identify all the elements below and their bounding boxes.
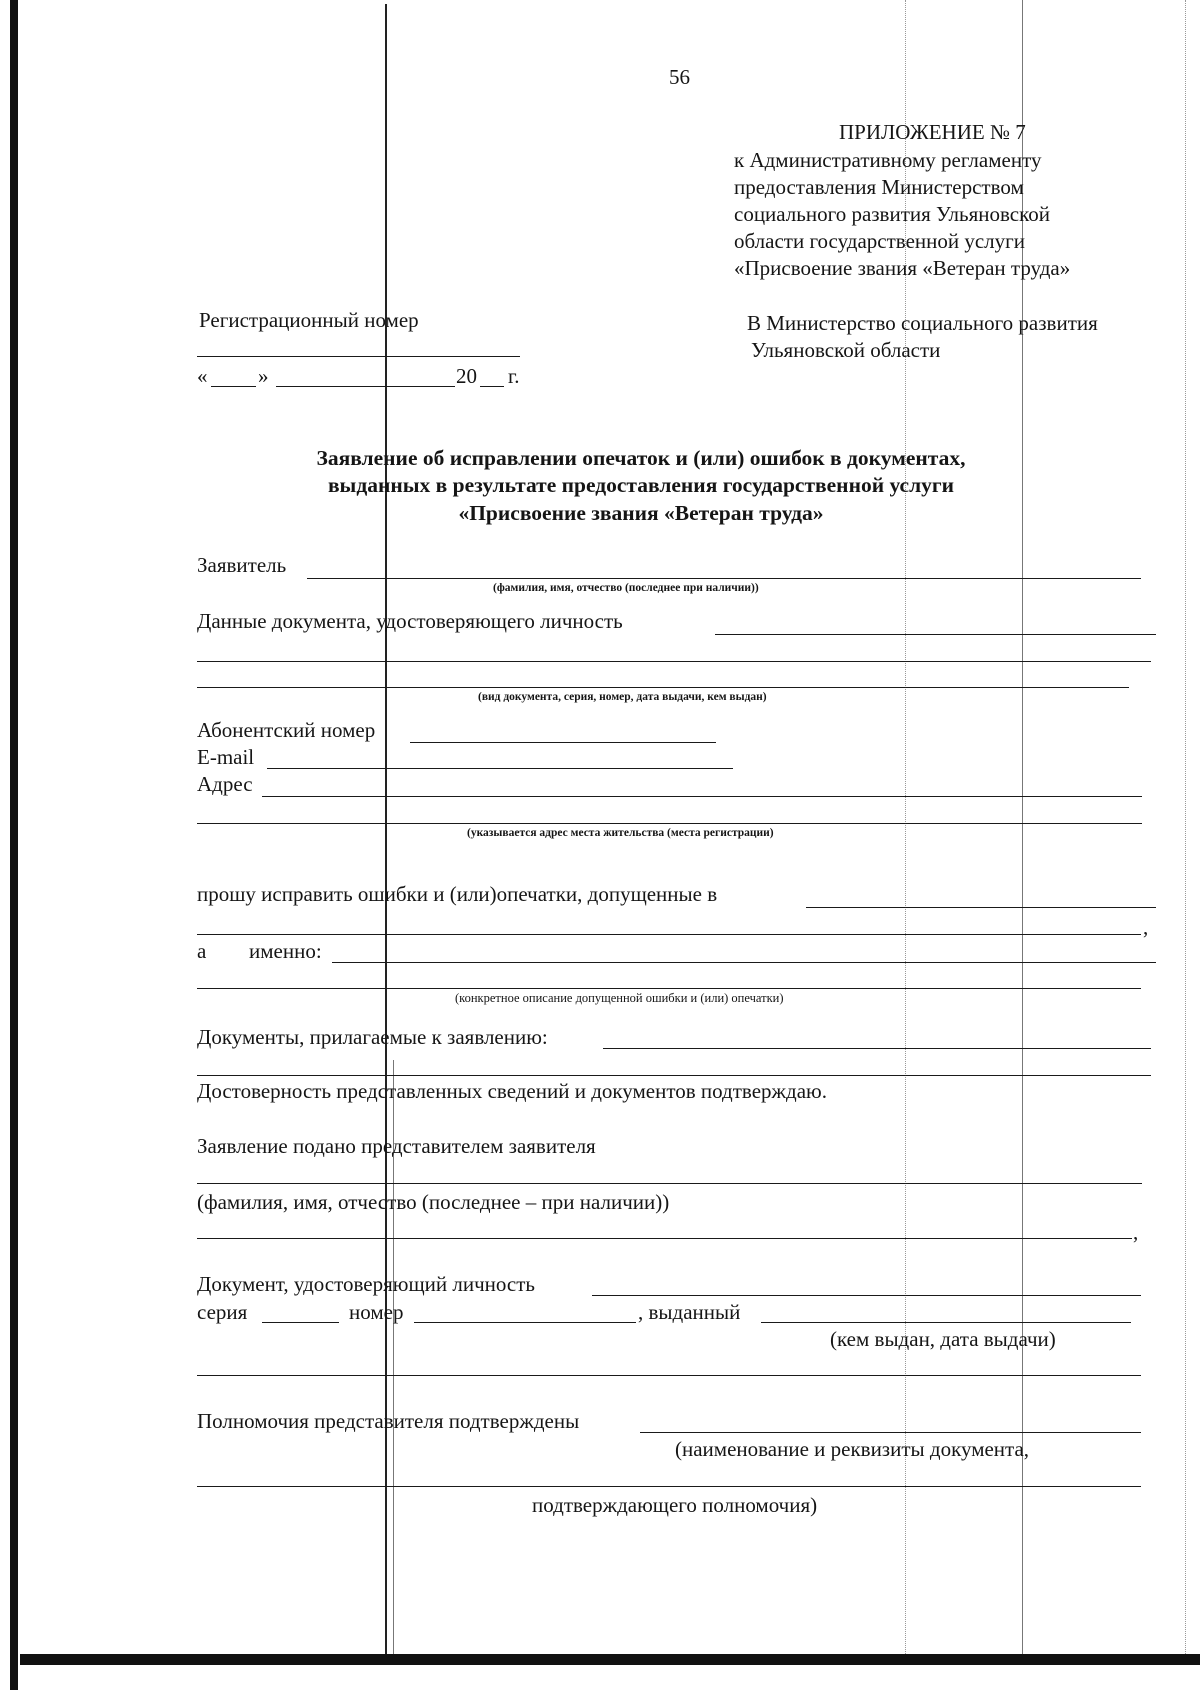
date-quote-close: » — [258, 364, 269, 388]
scan-dotted-line-edge — [1185, 0, 1186, 1654]
authority-field[interactable] — [640, 1432, 1141, 1433]
email-label: E-mail — [197, 745, 255, 769]
confirmation-text: Достоверность представленных сведений и документов подтверждаю. — [197, 1079, 827, 1103]
document-title-line: Заявление об исправлении опечаток и (или) ошибок в документах, — [316, 446, 966, 470]
registration-label: Регистрационный номер — [199, 308, 419, 332]
id-document-field[interactable] — [715, 634, 1156, 635]
series-field[interactable] — [262, 1322, 339, 1323]
series-label: серия — [197, 1300, 248, 1324]
authority-hint: (наименование и реквизиты документа, — [675, 1437, 1030, 1461]
annex-line: к Административному регламенту — [734, 148, 1042, 172]
address-label: Адрес — [197, 772, 253, 796]
namely-hint: (конкретное описание допущенной ошибки и (или) опечатки) — [455, 991, 784, 1005]
phone-field[interactable] — [410, 742, 716, 743]
applicant-field[interactable] — [307, 578, 1141, 579]
request-field-line2[interactable] — [197, 934, 1141, 935]
authority-field-line2[interactable] — [197, 1486, 1141, 1487]
scan-fold-line — [385, 4, 387, 1654]
authority-hint-continued: подтверждающего полномочия) — [532, 1493, 818, 1517]
registration-year-line[interactable] — [480, 386, 504, 387]
year-prefix: 20 — [456, 364, 477, 388]
namely-field[interactable] — [332, 962, 1156, 963]
issued-label: , выданный — [638, 1300, 741, 1324]
email-field[interactable] — [267, 768, 733, 769]
scan-edge-left — [10, 0, 18, 1690]
representative-comma: , — [1133, 1220, 1139, 1244]
registration-day-line[interactable] — [211, 386, 256, 387]
address-hint: (указывается адрес места жительства (места регистрации) — [467, 827, 774, 839]
request-label: прошу исправить ошибки и (или)опечатки, допущенные в — [197, 882, 718, 906]
namely-label: именно: — [249, 939, 322, 963]
registration-number-line[interactable] — [197, 356, 520, 357]
address-field[interactable] — [262, 796, 1142, 797]
issued-field-line2[interactable] — [197, 1375, 1141, 1376]
annex-heading: ПРИЛОЖЕНИЕ № 7 — [839, 120, 1026, 144]
document-title-line: «Присвоение звания «Ветеран труда» — [458, 501, 824, 525]
namely-prefix: а — [197, 939, 207, 963]
number-label: номер — [349, 1300, 404, 1324]
scan-edge-bottom — [20, 1654, 1200, 1665]
applicant-hint: (фамилия, имя, отчество (последнее при наличии)) — [493, 582, 759, 594]
representative-name-field[interactable] — [197, 1183, 1142, 1184]
representative-label: Заявление подано представителем заявителя — [197, 1134, 596, 1158]
phone-label: Абонентский номер — [197, 718, 376, 742]
annex-line: предоставления Министерством — [734, 175, 1024, 199]
attached-documents-field-line2[interactable] — [197, 1075, 1151, 1076]
attached-documents-label: Документы, прилагаемые к заявлению: — [197, 1025, 548, 1049]
id-document-label: Данные документа, удостоверяющего личность — [197, 609, 623, 633]
annex-line: области государственной услуги — [734, 229, 1026, 253]
representative-hint: (фамилия, имя, отчество (последнее – при наличии)) — [197, 1190, 670, 1214]
id-document-field-line2[interactable] — [197, 661, 1151, 662]
page-number: 56 — [669, 65, 690, 89]
representative-name-field-line2[interactable] — [197, 1238, 1132, 1239]
addressee-line: Ульяновской области — [751, 338, 941, 362]
annex-line: «Присвоение звания «Ветеран труда» — [734, 256, 1071, 280]
request-comma: , — [1143, 915, 1149, 939]
attached-documents-field[interactable] — [603, 1048, 1151, 1049]
rep-document-label: Документ, удостоверяющий личность — [197, 1272, 535, 1296]
address-field-line2[interactable] — [197, 823, 1142, 824]
issued-field[interactable] — [761, 1322, 1131, 1323]
authority-label: Полномочия представителя подтверждены — [197, 1409, 580, 1433]
rep-document-field[interactable] — [592, 1295, 1141, 1296]
applicant-label: Заявитель — [197, 553, 287, 577]
number-field[interactable] — [414, 1322, 636, 1323]
id-document-field-line3[interactable] — [197, 687, 1129, 688]
issued-hint: (кем выдан, дата выдачи) — [830, 1327, 1056, 1351]
addressee-line: В Министерство социального развития — [747, 311, 1098, 335]
id-document-hint: (вид документа, серия, номер, дата выдачи, кем выдан) — [478, 691, 767, 703]
document-title-line: выданных в результате предоставления государственной услуги — [327, 473, 955, 497]
year-suffix: г. — [508, 364, 520, 388]
date-quote-open: « — [197, 364, 208, 388]
request-field[interactable] — [806, 907, 1156, 908]
registration-month-line[interactable] — [276, 386, 455, 387]
namely-field-line2[interactable] — [197, 988, 1141, 989]
annex-line: социального развития Ульяновской — [734, 202, 1050, 226]
